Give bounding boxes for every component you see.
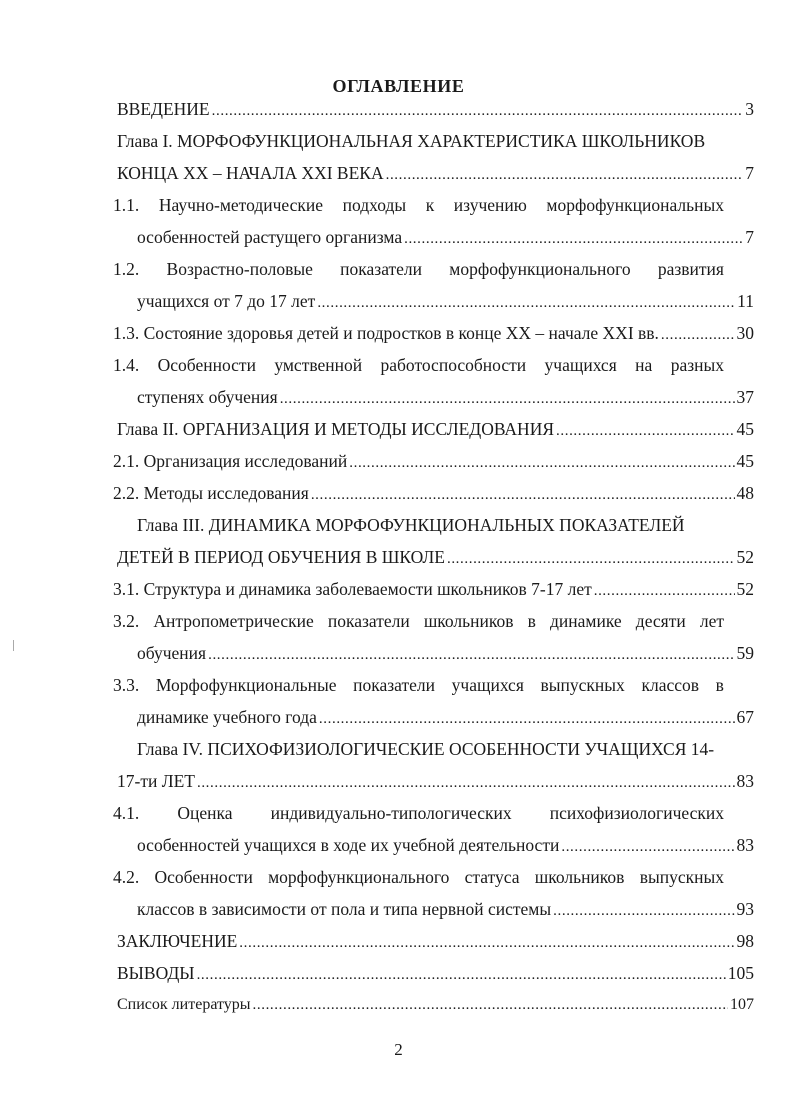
word: Научно-методические [158,195,324,215]
leader-dots [594,579,735,603]
word: психофизиологических [549,803,724,823]
toc-entry-title-cont: особенностей растущего организма [137,227,403,247]
leader-dots [317,291,735,315]
toc-section-4-1-title[interactable] [113,801,724,825]
toc-section-4-2-title[interactable] [113,865,724,889]
section-number: 4.1. [113,803,140,823]
toc-page-number: 52 [736,547,754,567]
leader-dots [253,993,728,1017]
word: в [527,611,536,631]
toc-entry-intro[interactable] [117,97,754,121]
toc-section-3-2-title[interactable] [113,609,724,633]
toc-page-number: 83 [736,771,754,791]
toc-entry-title: 2.2. Методы исследования [113,483,309,503]
toc-page-number: 37 [736,387,754,407]
toc-entry-title: ЗАКЛЮЧЕНИЕ [117,931,238,951]
section-number: 3.2. [113,611,140,631]
toc-page-number: 83 [736,835,754,855]
toc-page-number: 45 [736,451,754,471]
leader-dots [212,99,744,123]
word: индивидуально-типологических [270,803,512,823]
leader-dots [319,707,735,731]
toc-chapter-3-title[interactable]: Глава III. ДИНАМИКА МОРФОФУНКЦИОНАЛЬНЫХ ПОКАЗАТЕЛЕЙ [137,515,685,535]
leader-dots [311,483,735,507]
word: показатели [340,259,423,279]
word: Особенности [157,355,256,375]
toc-entry-section-4-1[interactable] [137,833,754,857]
toc-entry-title: 2.1. Организация исследований [113,451,348,471]
toc-entry-title-cont: ДЕТЕЙ В ПЕРИОД ОБУЧЕНИЯ В ШКОЛЕ [117,547,445,567]
toc-entry-title-cont: учащихся от 7 до 17 лет [137,291,316,311]
toc-entry-section-1-1[interactable] [137,225,754,249]
word: показатели [353,675,436,695]
section-number: 1.2. [113,259,140,279]
toc-entry-title: ВВЕДЕНИЕ [117,99,210,119]
word: Морфофункциональные [155,675,337,695]
leader-dots [661,323,735,347]
toc-entry-chapter-1[interactable] [117,161,754,185]
margin-mark [13,640,14,651]
toc-page-number: 67 [736,707,754,727]
word: Антропометрические [153,611,314,631]
page-number: 2 [394,1040,403,1059]
toc-entry-chapter-4[interactable] [117,769,754,793]
toc-section-1-1-title[interactable] [113,193,724,217]
leader-dots [556,419,734,443]
section-number: 4.2. [113,867,140,887]
leader-dots [561,835,734,859]
toc-page-number: 7 [745,227,754,247]
word: в [715,675,724,695]
word: десяти [635,611,686,631]
toc-entry-conclusion[interactable] [117,929,754,953]
word: выпускных [639,867,724,887]
word: выпускных [540,675,625,695]
word: к [425,195,435,215]
toc-entry-title: 3.1. Структура и динамика заболеваемости школьников 7-17 лет [113,579,592,599]
toc-entry-chapter-2[interactable] [117,417,754,441]
toc-entry-section-3-2[interactable] [137,641,754,665]
word: статуса [464,867,520,887]
toc-entry-title-cont: КОНЦА XX – НАЧАЛА XXI ВЕКА [117,163,384,183]
word: Особенности [154,867,253,887]
toc-entry-section-3-1[interactable] [113,577,754,601]
word: морфофункционального [449,259,631,279]
toc-entry-section-1-2[interactable] [137,289,754,313]
toc-entry-section-2-2[interactable] [113,481,754,505]
word: показатели [327,611,410,631]
leader-dots [208,643,734,667]
toc-entry-title-cont: 17-ти ЛЕТ [117,771,195,791]
word: учащихся [544,355,617,375]
leader-dots [404,227,743,251]
toc-entry-title: ВЫВОДЫ [117,963,195,983]
toc-entry-title-cont: особенностей учащихся в ходе их учебной деятельности [137,835,560,855]
leader-dots [197,963,726,987]
toc-page-number: 98 [736,931,754,951]
page-title: ОГЛАВЛЕНИЕ [332,76,465,96]
toc-page-number: 11 [737,291,754,311]
word: школьников [423,611,514,631]
toc-page-number: 30 [736,323,754,343]
toc-entry-chapter-3[interactable] [117,545,754,569]
toc-entry-section-3-3[interactable] [137,705,754,729]
toc-entry-title: 1.3. Состояние здоровья детей и подростков в конце XX – начале XXI вв. [113,323,659,343]
toc-entry-title: Список литературы [117,996,251,1013]
toc-section-1-2-title[interactable] [113,257,724,281]
word: подходы [342,195,407,215]
leader-dots [349,451,734,475]
toc-entry-section-1-3[interactable] [113,321,754,345]
toc-section-3-3-title[interactable] [113,673,724,697]
toc-page-number: 3 [745,99,754,119]
toc-page-number: 7 [745,163,754,183]
toc-chapter-1-title[interactable]: Глава I. МОРФОФУНКЦИОНАЛЬНАЯ ХАРАКТЕРИСТИКА ШКОЛЬНИКОВ [117,131,706,151]
word: Оценка [177,803,233,823]
leader-dots [447,547,735,571]
toc-entry-findings[interactable] [117,961,754,985]
word: лет [699,611,724,631]
toc-entry-section-1-4[interactable] [137,385,754,409]
toc-entry-title-cont: ступенях обучения [137,387,278,407]
word: морфофункциональных [546,195,724,215]
toc-entry-section-4-2[interactable] [137,897,754,921]
section-number: 3.3. [113,675,140,695]
toc-entry-title: Глава II. ОРГАНИЗАЦИЯ И МЕТОДЫ ИССЛЕДОВАНИЯ [117,419,555,439]
toc-chapter-4-title[interactable]: Глава IV. ПСИХОФИЗИОЛОГИЧЕСКИЕ ОСОБЕННОСТИ УЧАЩИХСЯ 14- [137,739,715,759]
leader-dots [197,771,735,795]
toc-entry-title-cont: динамике учебного года [137,707,317,727]
word: морфофункционального [268,867,450,887]
word: работоспособности [380,355,527,375]
section-number: 1.1. [113,195,140,215]
toc-entry-title-cont: обучения [137,643,207,663]
word: изучению [453,195,527,215]
word: классов [641,675,700,695]
leader-dots [386,163,744,187]
word: учащихся [451,675,524,695]
toc-entry-references[interactable] [117,993,754,1017]
word: школьников [534,867,625,887]
toc-page-number: 105 [727,963,754,983]
word: Возрастно-половые [166,259,313,279]
toc-page-number: 59 [736,643,754,663]
word: разных [670,355,724,375]
word: умственной [274,355,363,375]
word: развития [657,259,724,279]
toc-section-1-4-title[interactable] [113,353,724,377]
toc-page-number: 45 [736,419,754,439]
section-number: 1.4. [113,355,140,375]
leader-dots [280,387,735,411]
toc-entry-section-2-1[interactable] [113,449,754,473]
leader-dots [553,899,734,923]
toc-page-number: 93 [736,899,754,919]
leader-dots [239,931,734,955]
toc-page-number: 52 [736,579,754,599]
toc-page-number: 107 [730,996,754,1013]
toc-page-number: 48 [736,483,754,503]
word: на [635,355,653,375]
toc-entry-title-cont: классов в зависимости от пола и типа нервной системы [137,899,552,919]
word: динамике [550,611,622,631]
